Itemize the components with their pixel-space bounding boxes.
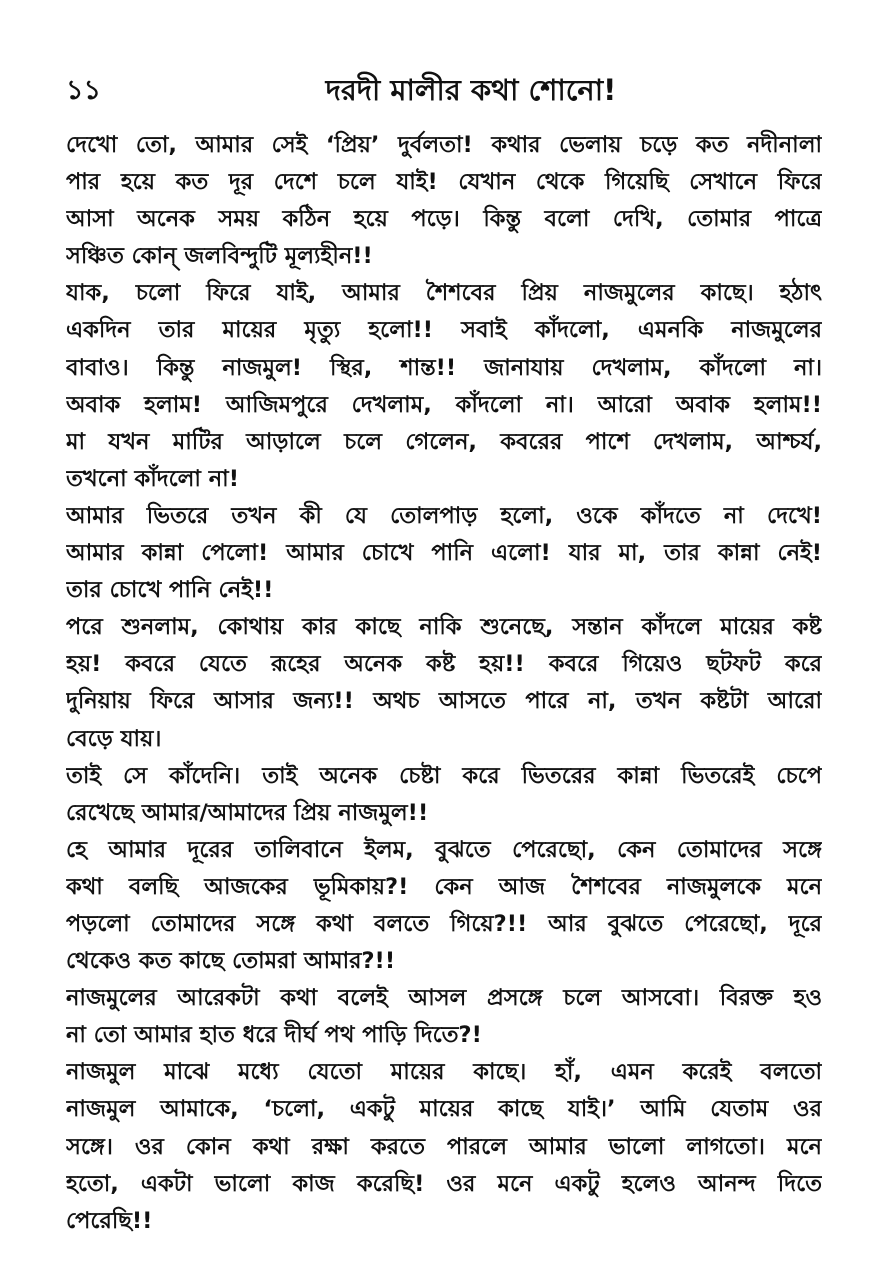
text-line: নাজমুলের আরেকটা কথা বলেই আসল প্রসঙ্গে চলে আসবো। বিরক্ত হও [66,985,822,1012]
running-title: দরদী মালীর কথা শোনো! [325,73,617,107]
text-line: হে আমার দূরের তালিবানে ইলম, বুঝতে পেরেছো, কেন তোমাদের সঙ্গে [66,836,822,863]
text-line: আসা অনেক সময় কঠিন হয়ে পড়ে। কিন্তু বলো দেখি, তোমার পাত্রে [66,206,822,233]
text-line: অবাক হলাম! আজিমপুরে দেখলাম, কাঁদলো না। আরো অবাক হলাম!! [66,391,822,418]
text-line: একদিন তার মায়ের মৃত্যু হলো!! সবাই কাঁদলো, এমনকি নাজমুলের [66,317,822,344]
text-line: না তো আমার হাত ধরে দীর্ঘ পথ পাড়ি দিতে?! [66,1022,482,1049]
text-line: বেড়ে যায়। [66,725,162,752]
text-line: মা যখন মাটির আড়ালে চলে গেলেন, কবরের পাশে দেখলাম, আশ্চর্য, [66,428,822,455]
text-line: আমার কান্না পেলো! আমার চোখে পানি এলো! যার মা, তার কান্না নেই! [66,540,822,567]
text-line: তার চোখে পানি নেই!! [66,577,274,604]
text-line: তখনো কাঁদলো না! [66,465,239,492]
text-line: পার হয়ে কত দূর দেশে চলে যাই! যেখান থেকে গিয়েছি সেখানে ফিরে [66,169,822,196]
text-line: পরে শুনলাম, কোথায় কার কাছে নাকি শুনেছে, সন্তান কাঁদলে মায়ের কষ্ট [66,614,822,641]
page-number: ১১ [66,75,102,106]
text-line: রেখেছে আমার/আমাদের প্রিয় নাজমুল!! [66,799,429,826]
text-line: দেখো তো, আমার সেই ‘প্রিয়’ দুর্বলতা! কথার ভেলায় চড়ে কত নদীনালা [66,132,822,158]
text-line: যাক, চলো ফিরে যাই, আমার শৈশবের প্রিয় নাজমুলের কাছে। হঠাৎ [66,280,822,307]
text-line: দুনিয়ায় ফিরে আসার জন্য!! অথচ আসতে পারে না, তখন কষ্টটা আরো [66,688,822,715]
text-line: হয়! কবরে যেতে রূহের অনেক কষ্ট হয়!! কবরে গিয়েও ছটফট করে [66,651,822,678]
text-line: হতো, একটা ভালো কাজ করেছি! ওর মনে একটু হলেও আনন্দ দিতে [66,1170,822,1197]
text-line: নাজমুল আমাকে, ‘চলো, একটু মায়ের কাছে যাই।’ আমি যেতাম ওর [66,1096,822,1123]
text-line: পড়লো তোমাদের সঙ্গে কথা বলতে গিয়ে?!! আর বুঝতে পেরেছো, দূরে [66,910,822,937]
text-line: তাই সে কাঁদেনি। তাই অনেক চেষ্টা করে ভিতরের কান্না ভিতরেই চেপে [66,762,822,789]
text-line: বাবাও। কিন্তু নাজমুল! স্থির, শান্ত!! জানাযায় দেখলাম, কাঁদলো না। [66,354,822,381]
text-line: নাজমুল মাঝে মধ্যে যেতো মায়ের কাছে। হাঁ, এমন করেই বলতো [66,1059,822,1086]
text-line: থেকেও কত কাছে তোমরা আমার?!! [66,948,396,975]
text-line: সঙ্গে। ওর কোন কথা রক্ষা করতে পারলে আমার ভালো লাগতো। মনে [66,1133,822,1160]
page-header [66,72,836,112]
text-line: সঞ্চিত কোন্ জলবিন্দুটি মূল্যহীন!! [66,243,373,270]
body-text [66,127,822,1240]
text-line: কথা বলছি আজকের ভূমিকায়?! কেন আজ শৈশবের নাজমুলকে মনে [66,873,822,900]
text-line: পেরেছি!! [66,1207,153,1234]
text-line: আমার ভিতরে তখন কী যে তোলপাড় হলো, ওকে কাঁদতে না দেখে! [66,502,822,529]
